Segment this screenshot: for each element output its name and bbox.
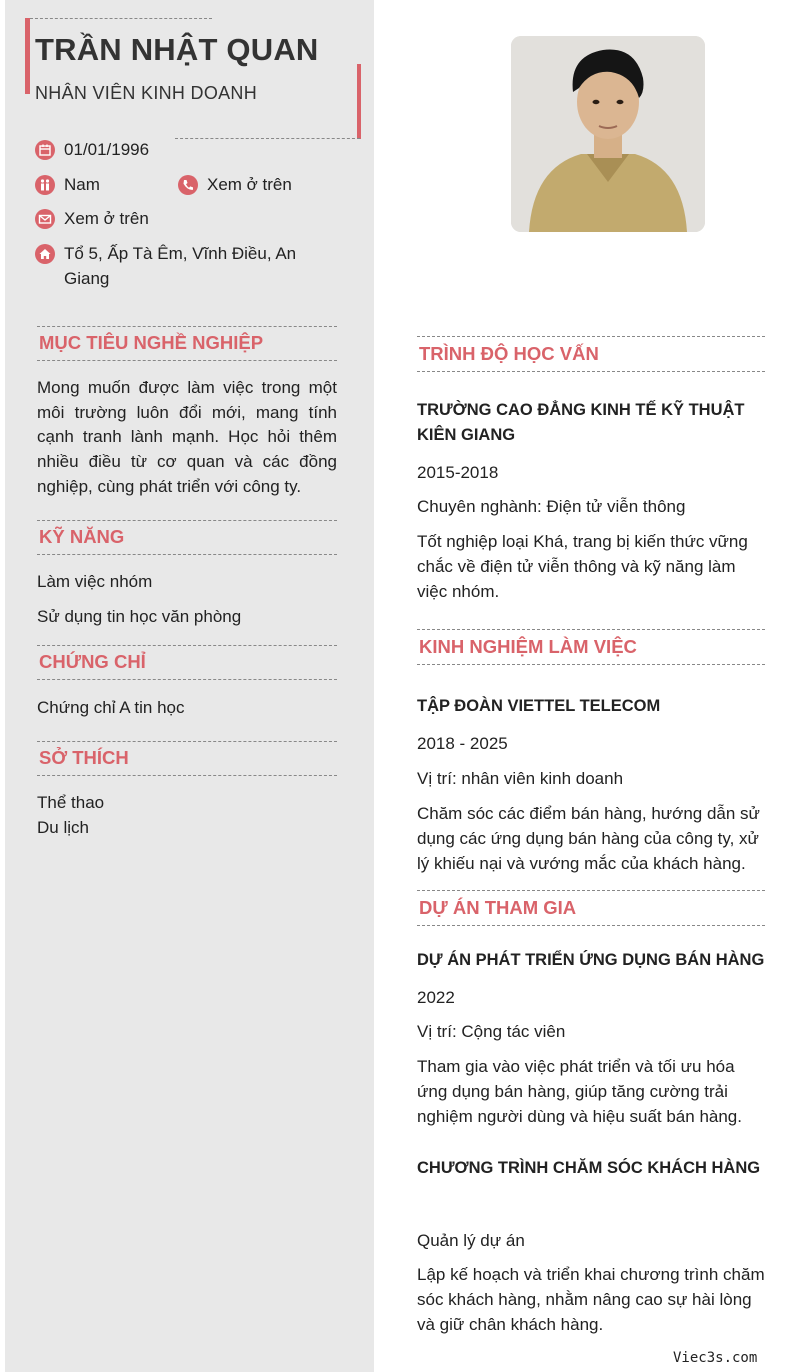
project-role: Vị trí: Cộng tác viên	[417, 1022, 566, 1041]
objective-heading: MỤC TIÊU NGHỀ NGHIỆP	[37, 326, 337, 361]
hobby-item: Du lịch	[37, 818, 89, 837]
contact-gender	[35, 175, 100, 197]
phone-text: Xem ở trên	[207, 175, 292, 194]
address-text: Tổ 5, Ấp Tà Êm, Vĩnh Điều, An Giang	[64, 244, 297, 288]
profile-photo	[511, 36, 705, 232]
certificates-heading: CHỨNG CHỈ	[37, 645, 337, 680]
envelope-icon	[35, 209, 55, 229]
education-major: Chuyên nghành: Điện tử viễn thông	[417, 497, 686, 516]
skills-heading: KỸ NĂNG	[37, 520, 337, 555]
header-divider	[175, 138, 360, 139]
project-role: Quản lý dự án	[417, 1231, 525, 1250]
education-school: TRƯỜNG CAO ĐẲNG KINH TẾ KỸ THUẬT KIÊN GIANG	[417, 401, 745, 444]
education-heading: TRÌNH ĐỘ HỌC VẤN	[417, 336, 765, 372]
skill-item: Sử dụng tin học văn phòng	[37, 607, 242, 626]
experience-period: 2018 - 2025	[417, 734, 508, 753]
birthday-text: 01/01/1996	[64, 140, 150, 159]
home-icon	[35, 244, 55, 264]
candidate-name: TRẦN NHẬT QUAN	[35, 32, 319, 67]
project-period: 2022	[417, 988, 455, 1007]
objective-text: Mong muốn được làm việc trong một môi trường luôn đổi mới, mang tính cạnh tranh lành mạnh. Học hỏi thêm nhiều điều từ cơ quan và các đồng nghiệp, cùng phát triển với công ty.	[37, 378, 337, 496]
gender-icon	[35, 175, 55, 195]
contact-birthday	[35, 140, 149, 162]
experience-company: TẬP ĐOÀN VIETTEL TELECOM	[417, 697, 661, 715]
hobby-item: Thể thao	[37, 793, 105, 812]
name-accent-bar	[25, 18, 30, 94]
education-description: Tốt nghiệp loại Khá, trang bị kiến thức vững chắc về điện tử viễn thông và kỹ năng làm việc nhóm.	[417, 532, 748, 601]
title-accent-bar	[357, 64, 361, 139]
job-title: NHÂN VIÊN KINH DOANH	[35, 83, 258, 103]
calendar-icon	[35, 140, 55, 160]
contact-phone	[178, 175, 292, 197]
certificate-item: Chứng chỉ A tin học	[37, 698, 185, 717]
email-text: Xem ở trên	[64, 209, 149, 228]
phone-icon	[178, 175, 198, 195]
project-description: Tham gia vào việc phát triển và tối ưu hóa ứng dụng bán hàng, giúp tăng cường trải nghiệm người dùng và hiệu suất bán hàng.	[417, 1057, 742, 1126]
projects-heading: DỰ ÁN THAM GIA	[417, 890, 765, 926]
project-description: Lập kế hoạch và triển khai chương trình chăm sóc khách hàng, nhằm nâng cao sự hài lòng và giữ chân khách hàng.	[417, 1265, 765, 1334]
gender-text: Nam	[64, 175, 100, 194]
project-name: DỰ ÁN PHÁT TRIỂN ỨNG DỤNG BÁN HÀNG	[417, 951, 765, 969]
sidebar	[5, 0, 374, 1372]
experience-description: Chăm sóc các điểm bán hàng, hướng dẫn sử dụng các ứng dụng bán hàng của công ty, xử lý khiếu nại và vướng mắc của khách hàng.	[417, 804, 760, 873]
contact-email	[35, 209, 149, 231]
skill-item: Làm việc nhóm	[37, 572, 153, 591]
watermark: Viec3s.com	[673, 1350, 758, 1366]
hobbies-heading: SỞ THÍCH	[37, 741, 337, 776]
experience-heading: KINH NGHIỆM LÀM VIỆC	[417, 629, 765, 665]
experience-position: Vị trí: nhân viên kinh doanh	[417, 769, 624, 788]
education-period: 2015-2018	[417, 463, 499, 482]
project-name: CHƯƠNG TRÌNH CHĂM SÓC KHÁCH HÀNG	[417, 1159, 761, 1177]
header-divider	[30, 18, 212, 19]
contact-address	[35, 244, 305, 291]
